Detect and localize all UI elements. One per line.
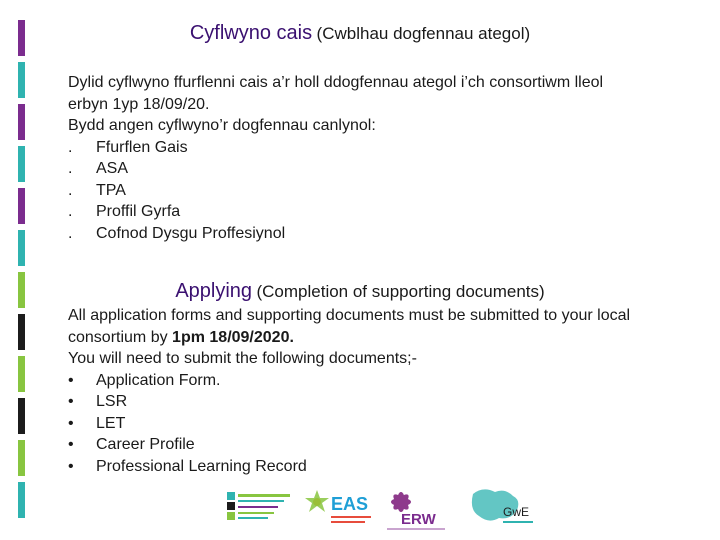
sidebar-color-stripes xyxy=(12,0,38,540)
sidebar-stripe xyxy=(18,356,25,392)
sidebar-stripe xyxy=(18,398,25,434)
svg-text:EAS: EAS xyxy=(331,494,369,514)
welsh-line-1: Dylid cyflwyno ffurflenni cais a’r holl ddogfennau ategol i’ch consortiwm lleol xyxy=(68,74,604,91)
english-heading xyxy=(0,280,720,303)
english-line-3: You will need to submit the following documents;- xyxy=(68,350,417,367)
sidebar-stripe xyxy=(18,314,25,350)
consortium-logos xyxy=(225,486,545,534)
sidebar-stripe xyxy=(18,230,25,266)
english-line-2: consortium by 1pm 18/09/2020. xyxy=(68,328,294,346)
welsh-heading xyxy=(0,22,720,45)
csc-logo xyxy=(225,486,297,532)
welsh-title: Cyflwyno cais xyxy=(189,22,313,44)
svg-text:GwE: GwE xyxy=(503,505,530,519)
deadline-text: 1pm 18/09/2020. xyxy=(172,328,294,346)
list-item: • LET xyxy=(68,414,126,432)
sidebar-stripe xyxy=(18,104,25,140)
list-item: • Career Profile xyxy=(68,436,195,453)
list-item: . Cofnod Dysgu Proffesiynol xyxy=(68,224,286,242)
list-item: . TPA xyxy=(68,181,126,199)
sidebar-stripe xyxy=(18,482,25,518)
list-item: • Professional Learning Record xyxy=(68,457,307,475)
sidebar-stripe xyxy=(18,62,25,98)
erw-logo xyxy=(385,486,451,532)
sidebar-stripe xyxy=(18,440,25,476)
english-body xyxy=(68,305,708,477)
english-title: Applying xyxy=(175,280,253,302)
welsh-body xyxy=(68,72,708,244)
list-item: . Proffil Gyrfa xyxy=(68,203,181,220)
list-item: • Application Form. xyxy=(68,371,221,389)
welsh-subtitle: (Cwblhau dogfennau ategol) xyxy=(316,24,531,43)
eas-logo xyxy=(303,486,375,532)
list-item: . Ffurflen Gais xyxy=(68,138,188,156)
sidebar-stripe xyxy=(18,188,25,224)
list-item: • LSR xyxy=(68,393,128,410)
list-item: . ASA xyxy=(68,160,129,177)
english-line-1: All application forms and supporting documents must be submitted to your local xyxy=(68,307,631,324)
sidebar-stripe xyxy=(18,146,25,182)
svg-text:ERW: ERW xyxy=(401,511,436,528)
welsh-line-3: Bydd angen cyflwyno’r dogfennau canlynol: xyxy=(68,117,376,134)
english-document-list xyxy=(68,370,708,478)
english-subtitle: (Completion of supporting documents) xyxy=(256,282,545,301)
welsh-document-list xyxy=(68,137,708,245)
welsh-line-2: erbyn 1yp 18/09/20. xyxy=(68,95,210,113)
gwe-logo xyxy=(465,486,537,532)
